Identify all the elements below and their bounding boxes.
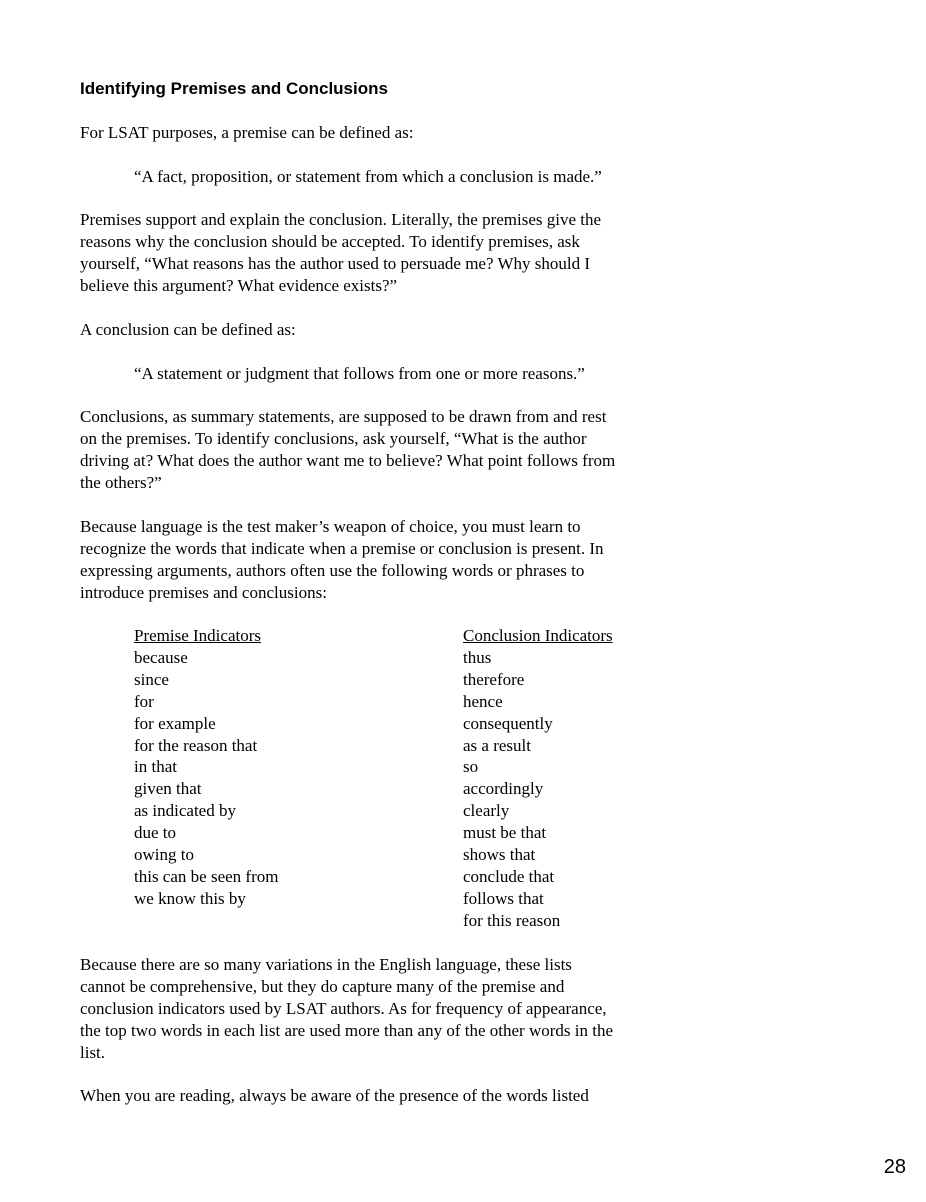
conclusion-indicator-item: therefore bbox=[463, 669, 525, 689]
text-line: introduce premises and conclusions: bbox=[80, 583, 327, 602]
text-line: reasons why the conclusion should be accepted. To identify premises, ask bbox=[80, 232, 580, 251]
text-line: Because there are so many variations in the English language, these lists bbox=[80, 955, 572, 974]
premise-explanation-paragraph bbox=[80, 209, 670, 297]
text-line: Because language is the test maker’s weapon of choice, you must learn to bbox=[80, 517, 581, 536]
closing-line: When you are reading, always be aware of the presence of the words listed bbox=[80, 1086, 589, 1105]
page-number: 28 bbox=[883, 1156, 906, 1178]
premise-intro: For LSAT purposes, a premise can be defined as: bbox=[80, 123, 414, 142]
premise-indicator-item: because bbox=[134, 647, 188, 667]
premise-indicator-item: owing to bbox=[134, 845, 194, 865]
section-heading: Identifying Premises and Conclusions bbox=[80, 79, 388, 98]
premise-definition-quote: “A fact, proposition, or statement from which a conclusion is made.” bbox=[134, 167, 602, 186]
conclusion-indicator-item: for this reason bbox=[463, 910, 561, 930]
premise-indicator-item: since bbox=[134, 669, 169, 689]
conclusion-indicator-item: shows that bbox=[463, 845, 536, 865]
text-line: list. bbox=[80, 1043, 106, 1062]
conclusion-indicator-item: hence bbox=[463, 691, 503, 711]
premise-indicator-item: due to bbox=[134, 823, 177, 843]
text-line: Premises support and explain the conclusion. Literally, the premises give the bbox=[80, 210, 602, 229]
conclusion-intro: A conclusion can be defined as: bbox=[80, 320, 296, 339]
conclusion-indicator-item: follows that bbox=[463, 888, 544, 908]
premise-indicator-item: as indicated by bbox=[134, 801, 236, 821]
text-line: believe this argument? What evidence exists?” bbox=[80, 276, 398, 295]
text-line: driving at? What does the author want me to believe? What point follows from bbox=[80, 451, 616, 470]
indicator-intro-paragraph bbox=[80, 516, 670, 604]
premise-indicator-item: for the reason that bbox=[134, 735, 258, 755]
conclusion-indicator-item: consequently bbox=[463, 713, 553, 733]
conclusion-indicator-item: must be that bbox=[463, 823, 547, 843]
premise-indicator-item: this can be seen from bbox=[134, 866, 279, 886]
text-line: recognize the words that indicate when a premise or conclusion is present. In bbox=[80, 539, 604, 558]
conclusion-indicators-title: Conclusion Indicators bbox=[463, 626, 613, 645]
text-line: Conclusions, as summary statements, are supposed to be drawn from and rest bbox=[80, 407, 607, 426]
conclusion-indicator-item: thus bbox=[463, 647, 492, 667]
conclusion-indicator-item: accordingly bbox=[463, 779, 544, 799]
variations-paragraph bbox=[80, 954, 670, 1064]
premise-indicator-item: we know this by bbox=[134, 888, 246, 908]
conclusion-explanation-paragraph bbox=[80, 406, 670, 494]
conclusion-indicator-item: clearly bbox=[463, 801, 510, 821]
text-line: expressing arguments, authors often use the following words or phrases to bbox=[80, 561, 585, 580]
premise-indicator-item: for bbox=[134, 691, 154, 711]
premise-indicators-list bbox=[134, 625, 278, 910]
premise-indicator-item: in that bbox=[134, 757, 177, 777]
conclusion-indicators-list bbox=[463, 625, 613, 932]
premise-indicator-item: given that bbox=[134, 779, 202, 799]
conclusion-indicator-item: conclude that bbox=[463, 866, 555, 886]
premise-indicators-title: Premise Indicators bbox=[134, 626, 261, 645]
conclusion-indicator-item: as a result bbox=[463, 735, 531, 755]
text-line: yourself, “What reasons has the author used to persuade me? Why should I bbox=[80, 254, 591, 273]
conclusion-definition-quote: “A statement or judgment that follows from one or more reasons.” bbox=[134, 364, 585, 383]
text-line: the others?” bbox=[80, 473, 162, 492]
conclusion-indicator-item: so bbox=[463, 757, 479, 777]
premise-indicator-item: for example bbox=[134, 713, 216, 733]
text-line: conclusion indicators used by LSAT authors. As for frequency of appearance, bbox=[80, 999, 607, 1018]
text-line: cannot be comprehensive, but they do capture many of the premise and bbox=[80, 977, 565, 996]
text-line: the top two words in each list are used more than any of the other words in the bbox=[80, 1021, 614, 1040]
text-line: on the premises. To identify conclusions, ask yourself, “What is the author bbox=[80, 429, 587, 448]
